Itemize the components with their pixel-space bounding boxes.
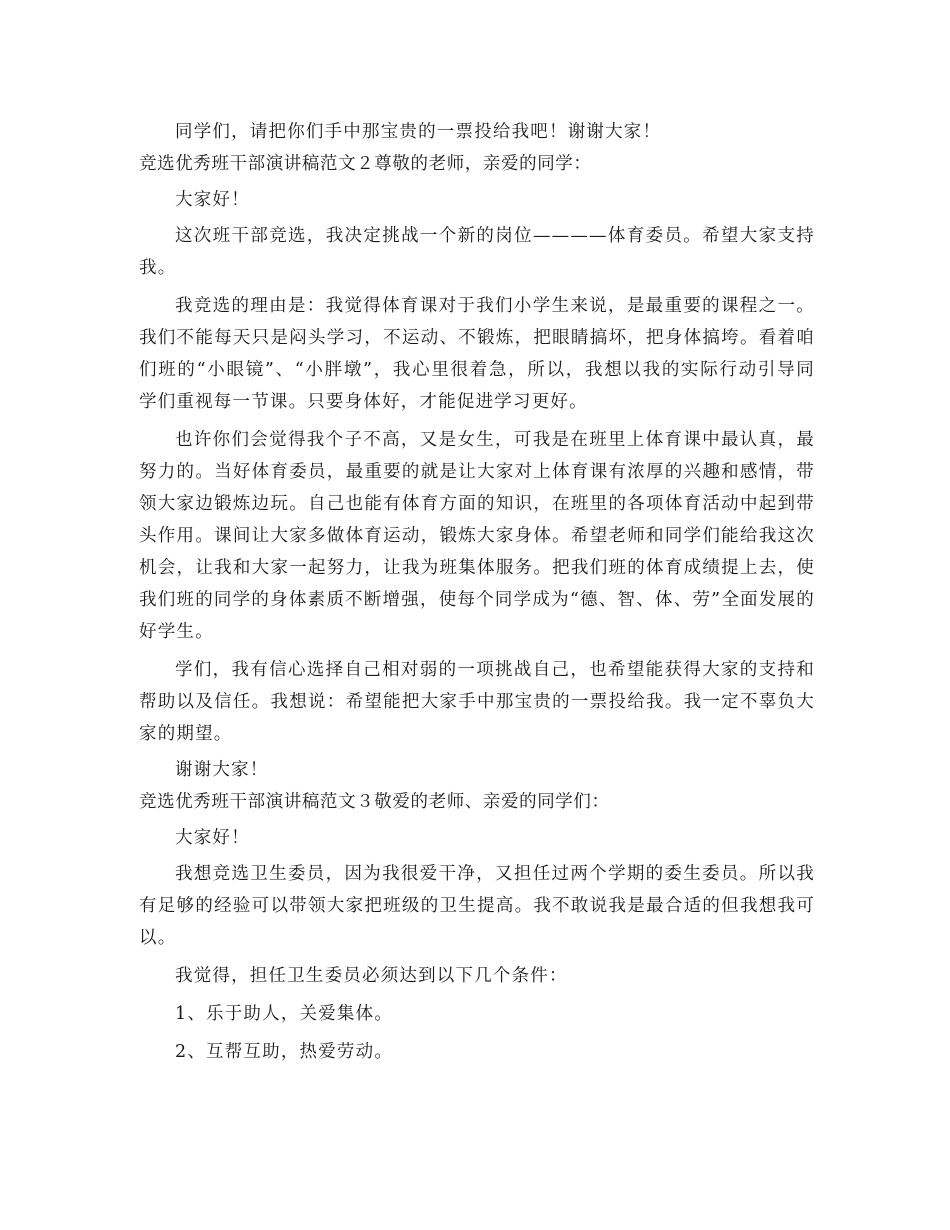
paragraph-thanks-2: 谢谢大家！ <box>175 760 269 780</box>
heading-sample-2: 竞选优秀班干部演讲稿范文２尊敬的老师，亲爱的同学： <box>139 154 592 174</box>
paragraph-reason-2: 我竞选的理由是：我觉得体育课对于我们小学生来说，是最重要的课程之一。我们不能每天只是闷头学习，不运动、不锻炼，把眼睛搞坏，把身体搞垮。看着咱们班的“小眼镜”、“小胖墩”，我心里很着急，所以，我想以我的实际行动引导同学们重视每一节课。只要身体好，才能促进学习更好。 <box>139 296 815 412</box>
heading-sample-3: 竞选优秀班干部演讲稿范文３敬爱的老师、亲爱的同学们： <box>139 792 610 812</box>
paragraph-conditions-3: 我觉得，担任卫生委员必须达到以下几个条件： <box>175 966 568 986</box>
paragraph-intro-2: 这次班干部竞选，我决定挑战一个新的岗位————体育委员。希望大家支持我。 <box>139 226 815 278</box>
paragraph-intro-3: 我想竞选卫生委员，因为我很爱干净，又担任过两个学期的委生委员。所以我有足够的经验可以带领大家把班级的卫生提高。我不敢说我是最合适的但我想我可以。 <box>139 864 815 948</box>
list-item-condition-2: 2、互帮互助，热爱劳动。 <box>175 1042 394 1062</box>
document-body <box>139 116 815 1068</box>
paragraph-greeting-3: 大家好！ <box>175 828 250 848</box>
list-item-condition-1: 1、乐于助人，关爱集体。 <box>175 1004 394 1024</box>
paragraph-greeting-2: 大家好！ <box>175 190 250 210</box>
paragraph-confidence-2: 学们，我有信心选择自己相对弱的一项挑战自己，也希望能获得大家的支持和帮助以及信任。我想说：希望能把大家手中那宝贵的一票投给我。我一定不辜负大家的期望。 <box>139 660 815 744</box>
paragraph-closing-thanks: 同学们，请把你们手中那宝贵的一票投给我吧！谢谢大家！ <box>175 122 662 142</box>
paragraph-plan-2: 也许你们会觉得我个子不高，又是女生，可我是在班里上体育课中最认真，最努力的。当好体育委员，最重要的就是让大家对上体育课有浓厚的兴趣和感情，带领大家边锻炼边玩。自己也能有体育方面的知识，在班里的各项体育活动中起到带头作用。课间让大家多做体育运动，锻炼大家身体。希望老师和同学们能给我这次机会，让我和大家一起努力，让我为班集体服务。把我们班的体育成绩提上去，使我们班的同学的身体素质不断增强，使每个同学成为“德、智、体、劳”全面发展的好学生。 <box>139 430 815 642</box>
